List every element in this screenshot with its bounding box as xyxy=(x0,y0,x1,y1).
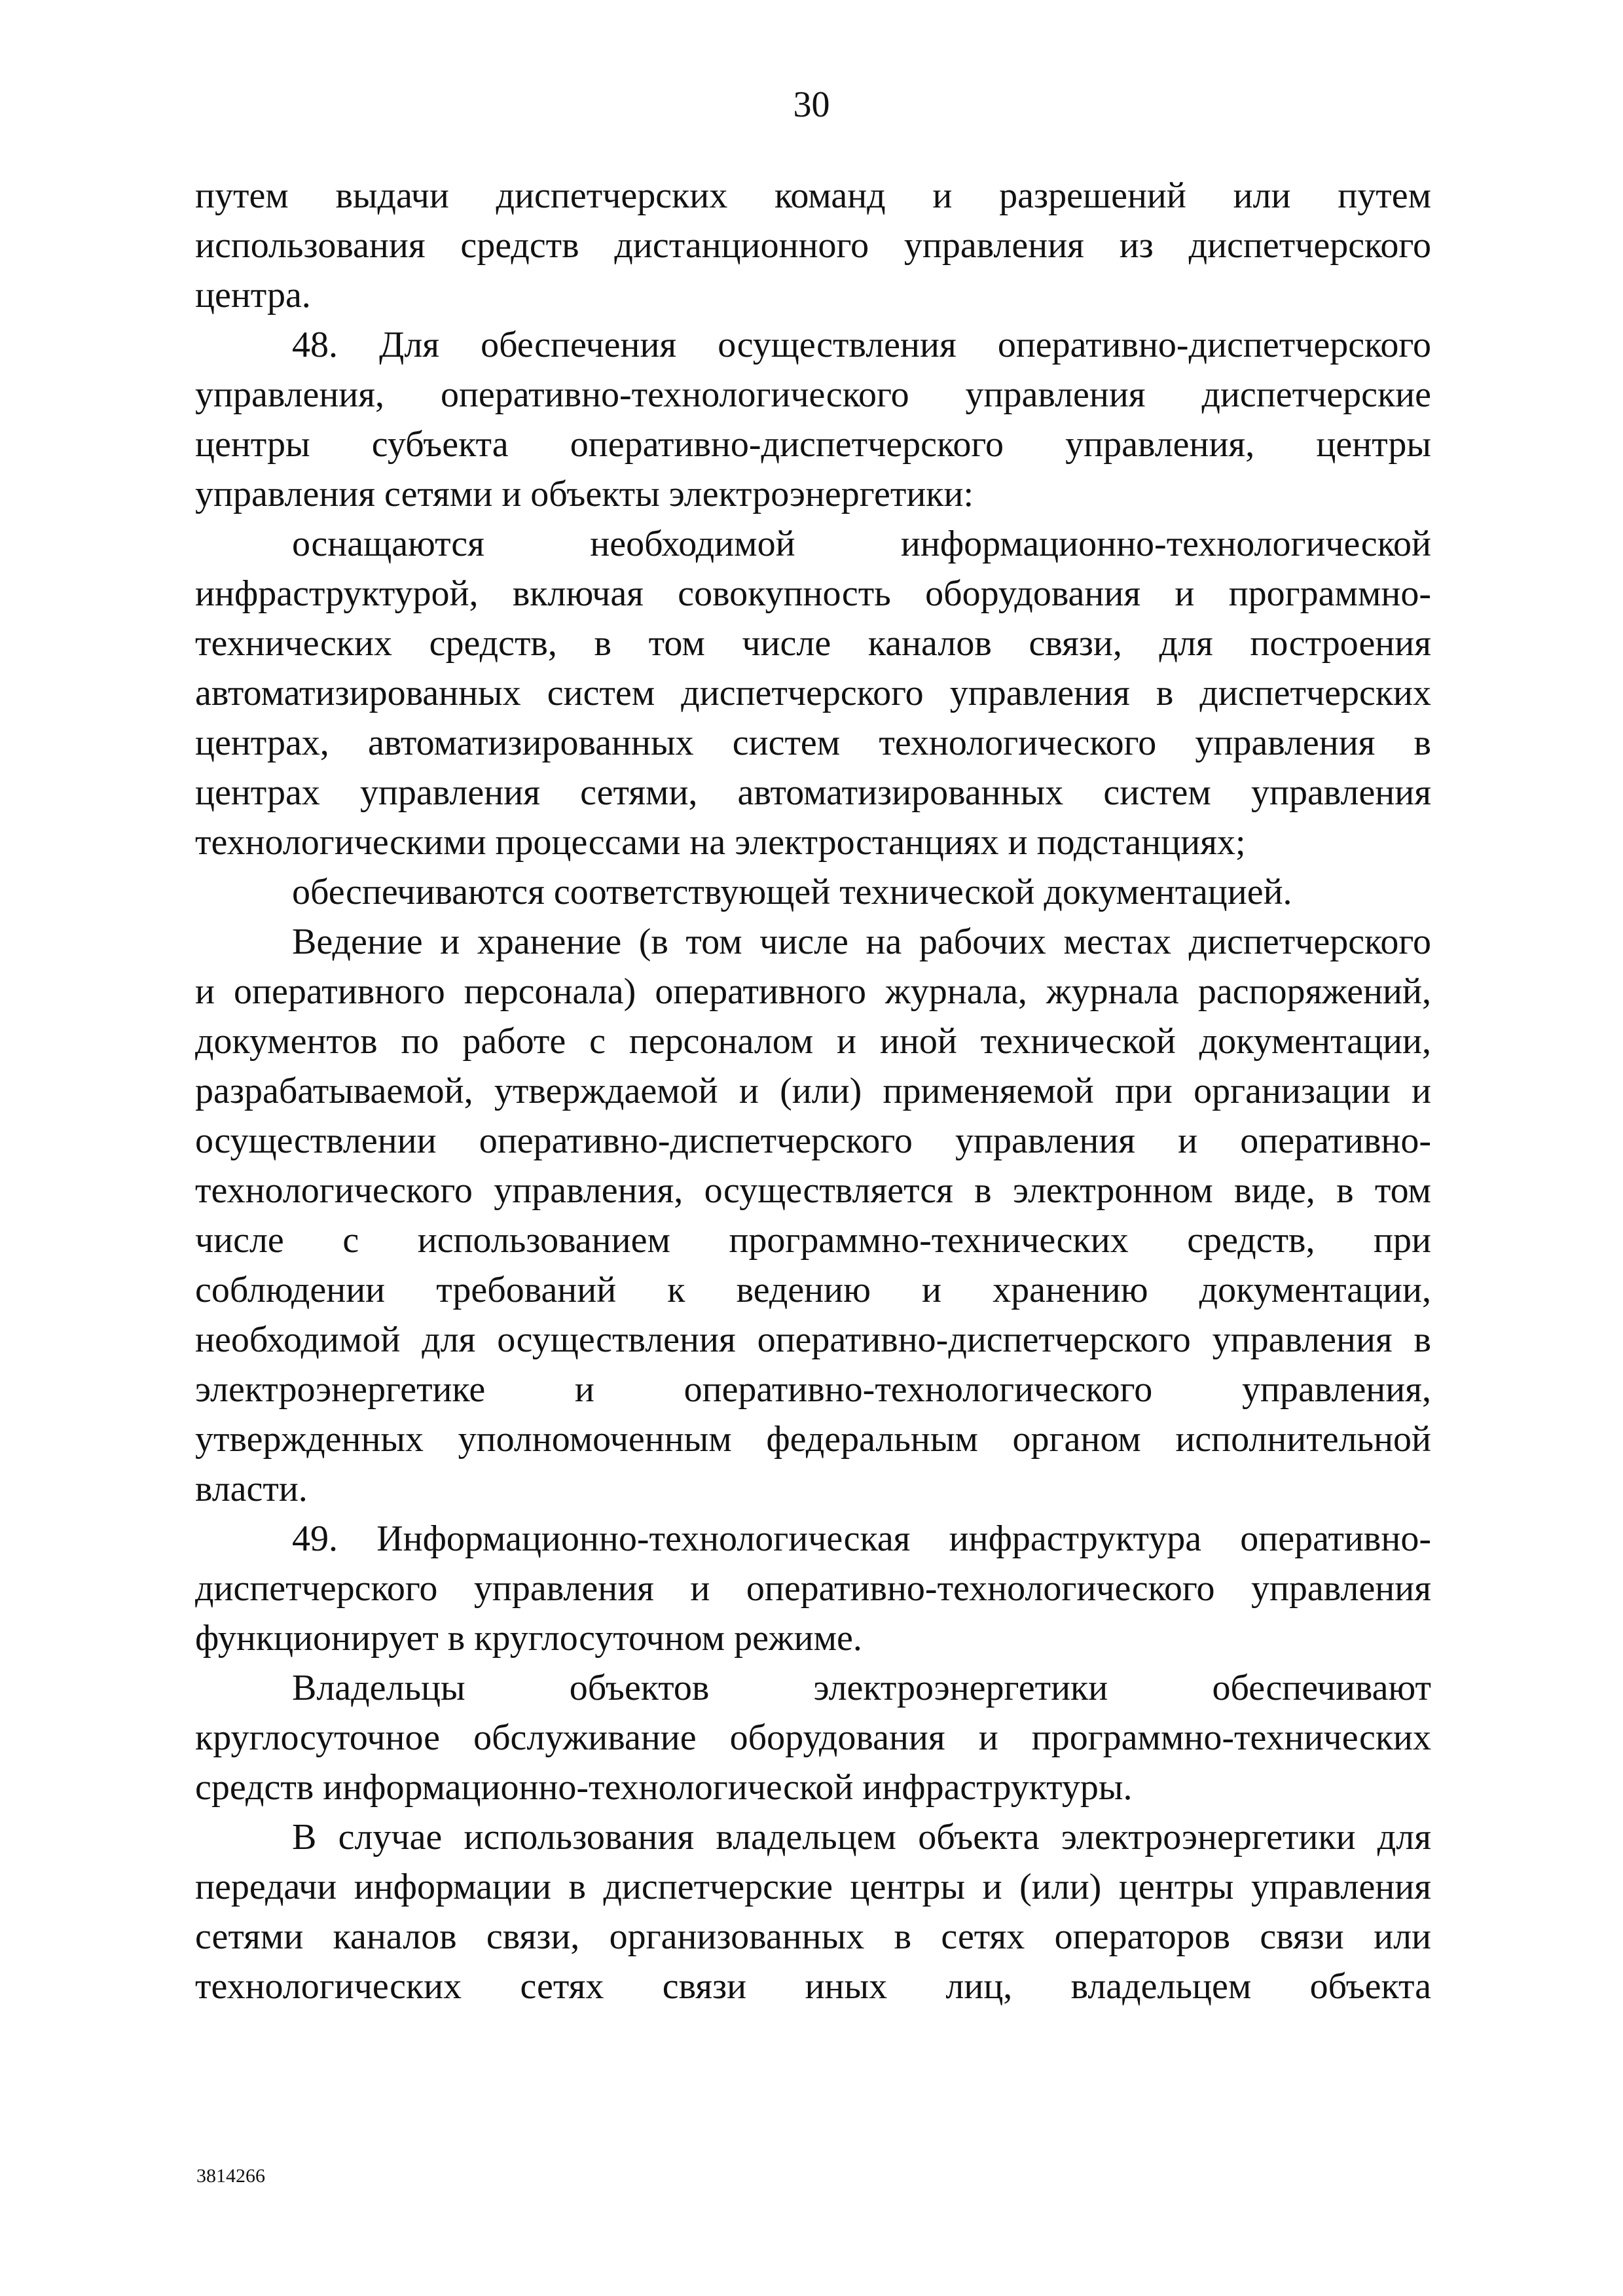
text-line: 49. Информационно-технологическая инфраструктура оперативно- xyxy=(292,1518,1431,1559)
text-line: инфраструктурой, включая совокупность оборудования и программно- xyxy=(195,573,1431,614)
document-body xyxy=(195,171,1431,2011)
text-line: центрах управления сетями, автоматизированных систем управления xyxy=(195,772,1431,813)
text-line: оснащаются необходимой информационно-технологической xyxy=(292,524,1431,564)
text-line: В случае использования владельцем объекта электроэнергетики для xyxy=(292,1817,1431,1857)
text-line: и оперативного персонала) оперативного журнала, журнала распоряжений, xyxy=(195,971,1431,1012)
text-line: путем выдачи диспетчерских команд и разрешений или путем xyxy=(195,175,1431,216)
text-line: средств информационно-технологической инфраструктуры. xyxy=(195,1767,1133,1808)
text-line: технологических сетях связи иных лиц, владельцем объекта xyxy=(195,1966,1431,2007)
text-line: диспетчерского управления и оперативно-технологического управления xyxy=(195,1568,1431,1609)
text-line: утвержденных уполномоченным федеральным органом исполнительной xyxy=(195,1419,1431,1460)
text-line: автоматизированных систем диспетчерского управления в диспетчерских xyxy=(195,673,1431,713)
document-code: 3814266 xyxy=(196,2165,265,2187)
text-line: 48. Для обеспечения осуществления оперативно-диспетчерского xyxy=(292,325,1431,365)
text-line: разрабатываемой, утверждаемой и (или) применяемой при организации и xyxy=(195,1071,1431,1111)
text-line: центрах, автоматизированных систем технологического управления в xyxy=(195,723,1431,763)
text-line: управления сетями и объекты электроэнергетики: xyxy=(195,474,974,514)
text-line: соблюдении требований к ведению и хранению документации, xyxy=(195,1270,1431,1310)
text-line: функционирует в круглосуточном режиме. xyxy=(195,1618,862,1659)
page-number: 30 xyxy=(793,84,830,125)
text-line: Ведение и хранение (в том числе на рабочих местах диспетчерского xyxy=(292,922,1431,962)
text-line: технологическими процессами на электростанциях и подстанциях; xyxy=(195,822,1246,863)
text-line: власти. xyxy=(195,1469,308,1509)
text-line: документов по работе с персоналом и иной технической документации, xyxy=(195,1021,1431,1062)
text-line: числе с использованием программно-технических средств, при xyxy=(195,1220,1431,1261)
text-line: использования средств дистанционного управления из диспетчерского xyxy=(195,225,1431,266)
text-line: управления, оперативно-технологического управления диспетчерские xyxy=(195,374,1431,415)
text-line: сетями каналов связи, организованных в сетях операторов связи или xyxy=(195,1916,1431,1957)
text-line: Владельцы объектов электроэнергетики обеспечивают xyxy=(292,1668,1431,1708)
text-line: необходимой для осуществления оперативно-диспетчерского управления в xyxy=(195,1319,1431,1360)
text-line: технологического управления, осуществляется в электронном виде, в том xyxy=(195,1170,1431,1211)
text-line: технических средств, в том числе каналов связи, для построения xyxy=(195,623,1431,664)
text-line: круглосуточное обслуживание оборудования и программно-технических xyxy=(195,1717,1431,1758)
text-line: центры субъекта оперативно-диспетчерского управления, центры xyxy=(195,424,1431,465)
text-line: электроэнергетике и оперативно-технологического управления, xyxy=(195,1369,1431,1410)
text-line: обеспечиваются соответствующей технической документацией. xyxy=(292,872,1292,912)
text-line: центра. xyxy=(195,275,311,315)
text-line: осуществлении оперативно-диспетчерского управления и оперативно- xyxy=(195,1121,1431,1161)
text-line: передачи информации в диспетчерские центры и (или) центры управления xyxy=(195,1867,1431,1907)
